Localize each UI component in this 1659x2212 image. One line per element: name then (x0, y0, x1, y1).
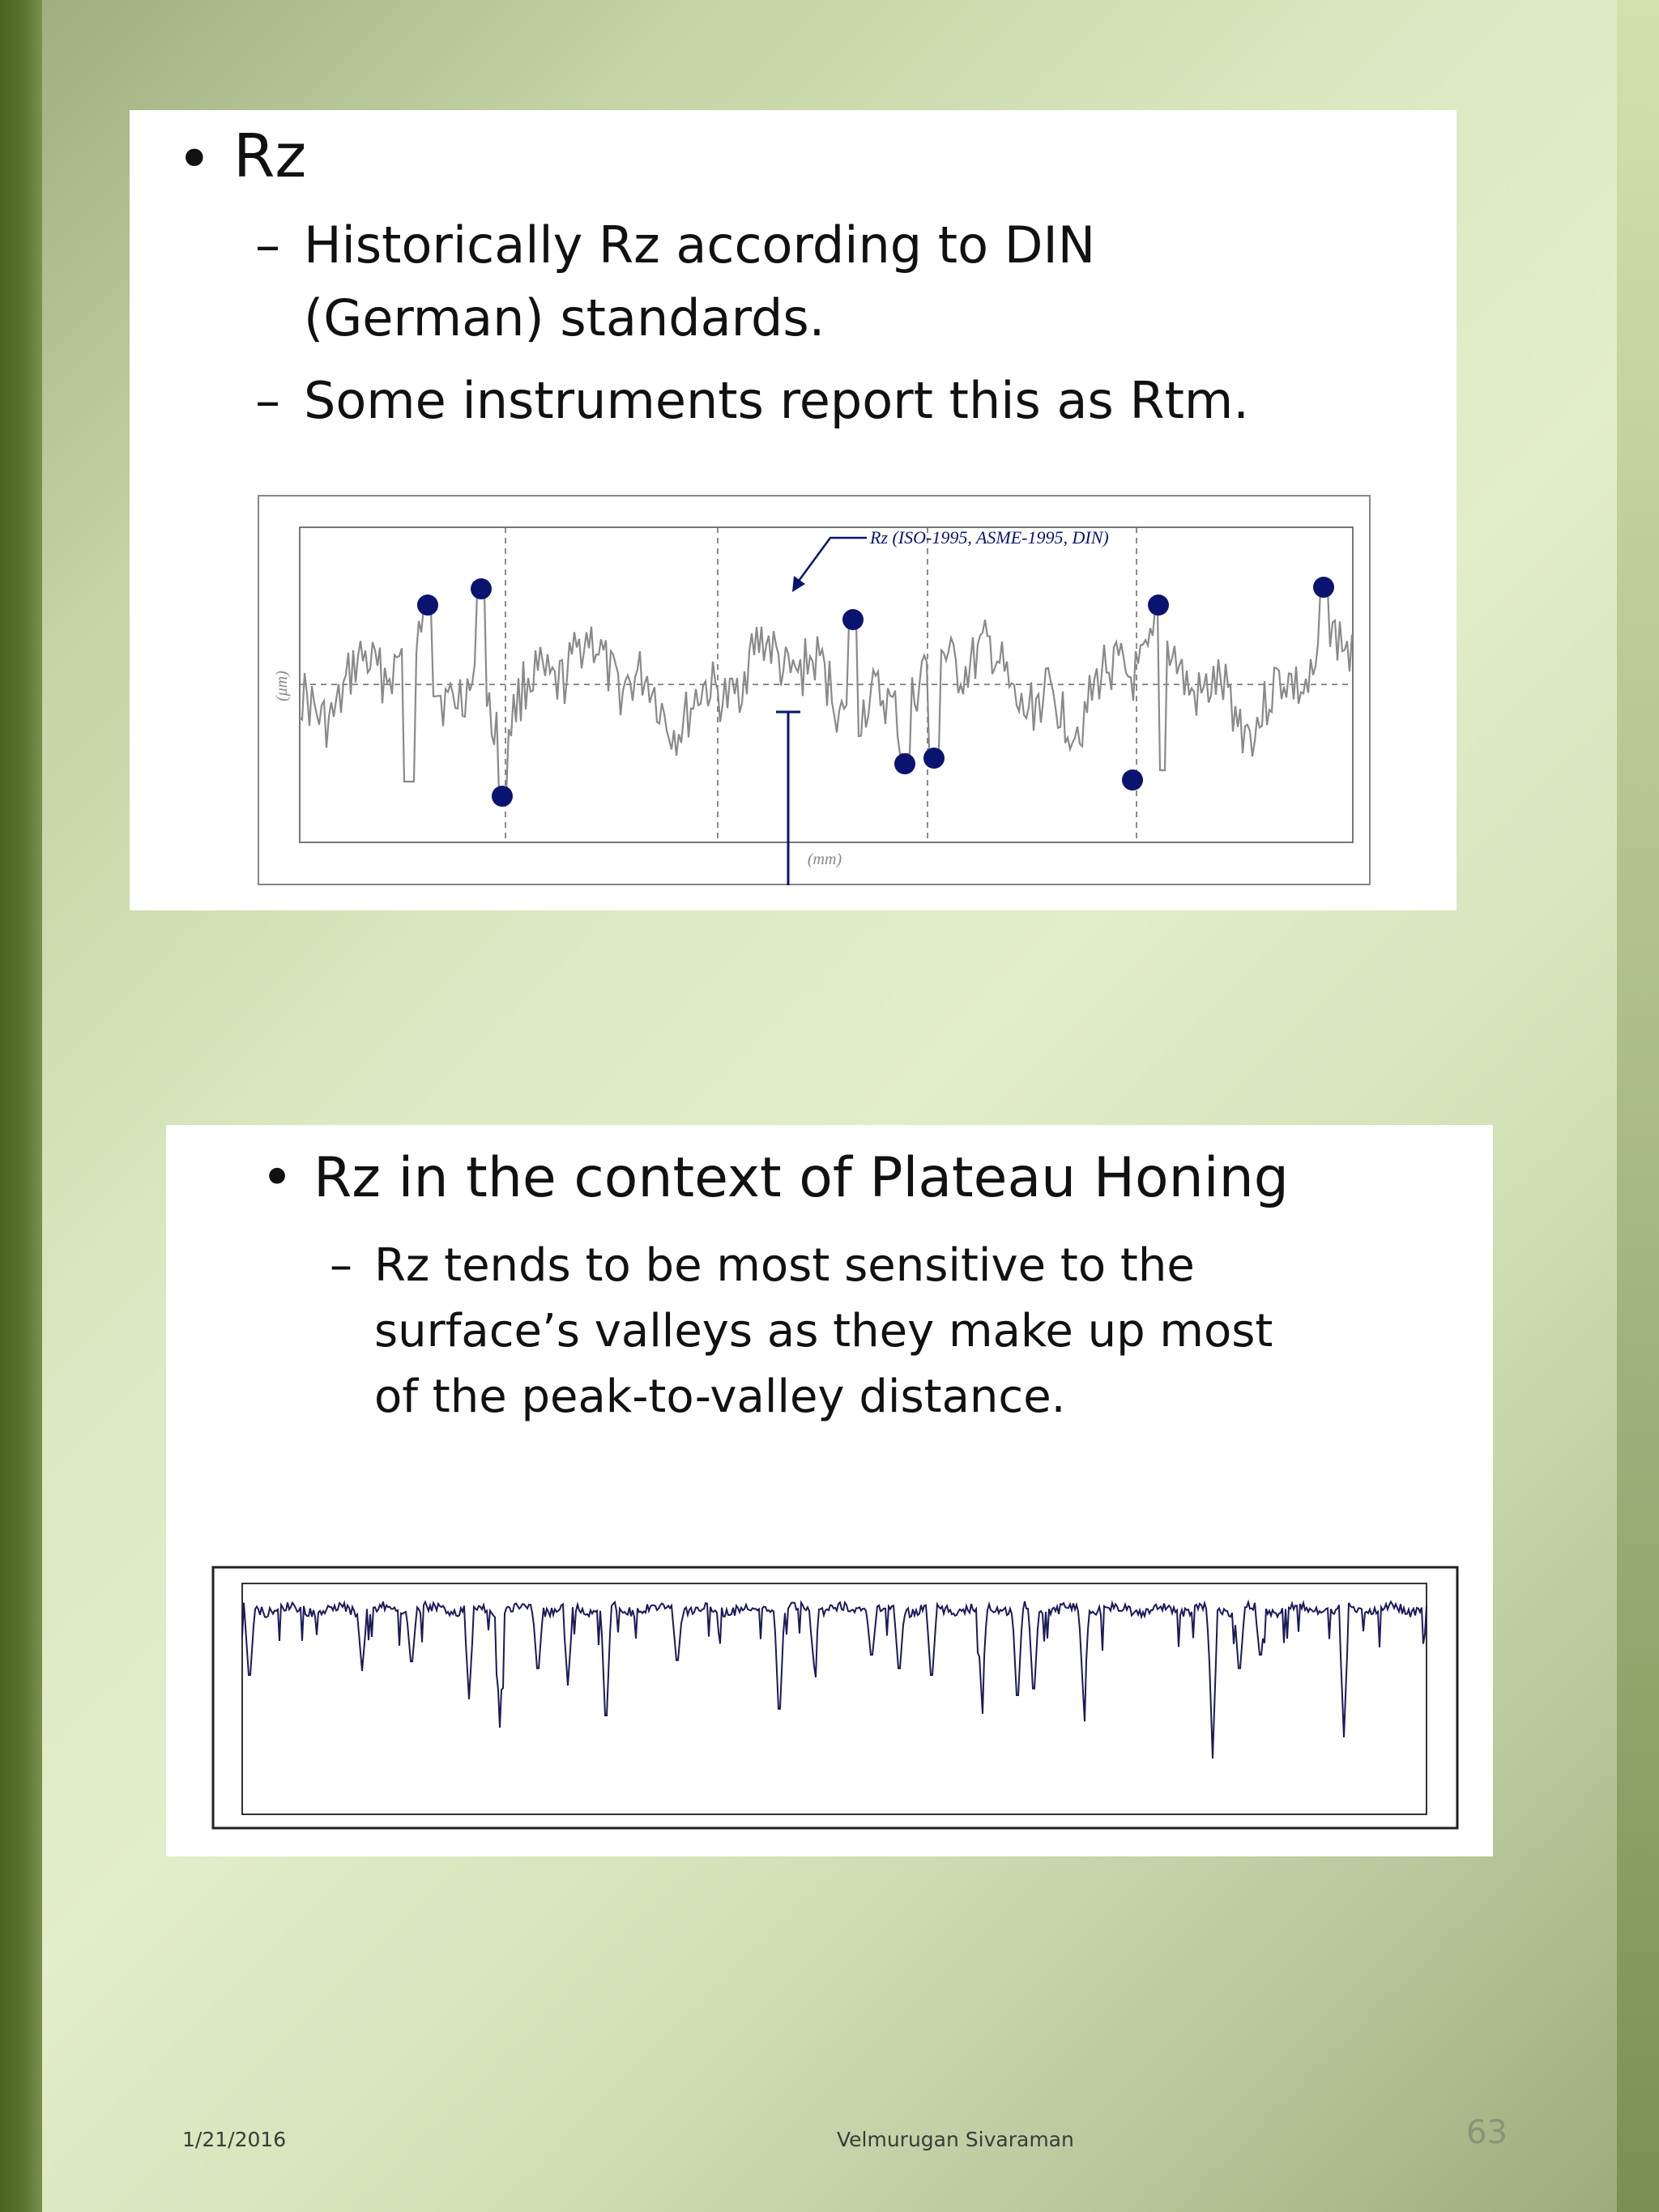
figure-frame (213, 1567, 1457, 1828)
bullet-mark: • (177, 125, 212, 194)
peak-valley-dot (923, 748, 945, 769)
panel1-sub1-line1: Historically Rz according to DIN (304, 215, 1096, 275)
peak-valley-dot (1148, 595, 1169, 616)
plateau-honed-profile-figure (211, 1566, 1462, 1833)
slide-number: 63 (1466, 2114, 1508, 2151)
peak-valley-dot (471, 578, 492, 599)
footer-date: 1/21/2016 (182, 2128, 287, 2151)
plateau-honing-panel (166, 1125, 1493, 1856)
peak-valley-dot (492, 786, 513, 807)
dash-mark: – (255, 215, 280, 275)
peak-valley-dot (894, 753, 915, 774)
panel2-sub-line1: Rz tends to be most sensitive to the (374, 1239, 1195, 1292)
rz-profile-figure (258, 495, 1371, 885)
x-axis-label: (mm) (807, 850, 842, 868)
rz-definition-panel (130, 110, 1456, 910)
panel1-title: Rz (233, 121, 307, 191)
slide-left-edge (0, 0, 42, 2212)
panel2-title: Rz in the context of Plateau Honing (313, 1146, 1289, 1210)
slide-right-edge (1617, 0, 1659, 2212)
dash-mark: – (330, 1239, 352, 1292)
panel1-sub1-line2: (German) standards. (304, 288, 825, 347)
dash-mark: – (255, 371, 280, 430)
bullet-mark: • (261, 1146, 294, 1210)
panel2-sub-line3: of the peak-to-valley distance. (374, 1370, 1066, 1423)
rz-annotation-label: Rz (ISO-1995, ASME-1995, DIN) (870, 527, 1109, 548)
y-axis-label: (μm) (273, 671, 291, 701)
peak-valley-dot (417, 595, 438, 616)
panel1-sub2: Some instruments report this as Rtm. (304, 371, 1250, 430)
panel2-sub-line2: surface’s valleys as they make up most (374, 1305, 1273, 1357)
footer-author: Velmurugan Sivaraman (837, 2128, 1074, 2151)
peak-valley-dot (1313, 577, 1334, 598)
peak-valley-dot (842, 609, 864, 630)
peak-valley-dot (1122, 769, 1143, 791)
